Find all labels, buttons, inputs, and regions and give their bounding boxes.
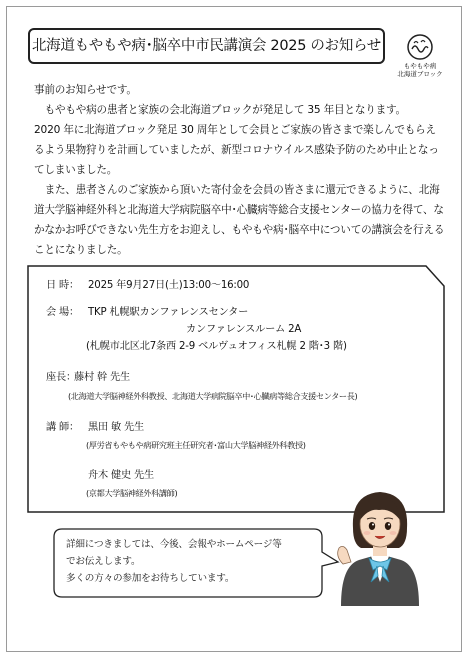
speaker2-name: 舟木 健史 先生: [88, 470, 155, 481]
intro-paragraph: 2020 年に北海道ブロック発足 30 周年として会員とご家族の皆さまで楽しんでもらえるよう果物狩りを計画していましたが、新型コロナウイルス感染予防のため中止となってしまいました。: [34, 124, 439, 176]
intro-line: 事前のお知らせです。: [34, 84, 137, 96]
speaker1-affiliation: (厚労省もやもや病研究班主任研究者･富山大学脳神経外科教授): [86, 440, 306, 450]
chair-affiliation: (北海道大学脳神経外科教授、北海道大学病院脳卒中･心臓病等総合支援センター長): [68, 391, 358, 401]
woman-illustration: [333, 486, 427, 606]
speaker2-affiliation: (京都大学脳神経外科講師): [86, 488, 178, 498]
moyamoya-logo-icon: [405, 34, 435, 62]
venue-name: TKP 札幌駅カンファレンスセンター: [88, 307, 249, 318]
speech-text: [66, 536, 282, 587]
speech-line: 多くの方々の参加をお待ちしています。: [66, 573, 235, 584]
intro-section: [34, 80, 446, 260]
date-value: 2025 年9月27日(土)13:00～16:00: [88, 280, 250, 291]
date-label: 日 時：: [46, 280, 80, 291]
event-details-box: [26, 264, 446, 514]
speech-line: でお伝えします。: [66, 556, 141, 567]
speaker1-name: 黒田 敏 先生: [88, 422, 145, 433]
chair-name: 藤村 幹 先生: [74, 372, 131, 383]
speech-bubble: [52, 528, 340, 598]
speech-line: 詳細につきましては、今後、会報やホームページ等: [66, 539, 282, 550]
venue-address: (札幌市北区北7条西 2-9 ベルヴュオフィス札幌 2 階･3 階): [86, 341, 347, 352]
intro-paragraph: もやもや病の患者と家族の会北海道ブロックが発足して 35 年目となります。: [44, 104, 406, 116]
logo-text-1: もやもや病: [403, 62, 437, 70]
chair-label: 座長：: [46, 372, 76, 383]
page-title: 北海道もやもや病･脳卒中市民講演会 2025 のお知らせ: [28, 28, 385, 64]
logo-text-2: 北海道ブロック: [397, 70, 443, 78]
intro-paragraph: また、患者さんのご家族から頂いた寄付金を会員の皆さまに還元できるように、北海道大学脳神経外科と北海道大学病院脳卒中･心臓病等総合支援センターの協力を得て、なかなかお呼びできない先生方をお迎えし、もやもや病･脳卒中についての講演会を行えることになりました。: [34, 184, 445, 256]
speaker-label: 講 師：: [46, 422, 80, 433]
venue-room: カンファレンスルーム 2A: [186, 324, 302, 335]
venue-label: 会 場：: [46, 307, 80, 318]
